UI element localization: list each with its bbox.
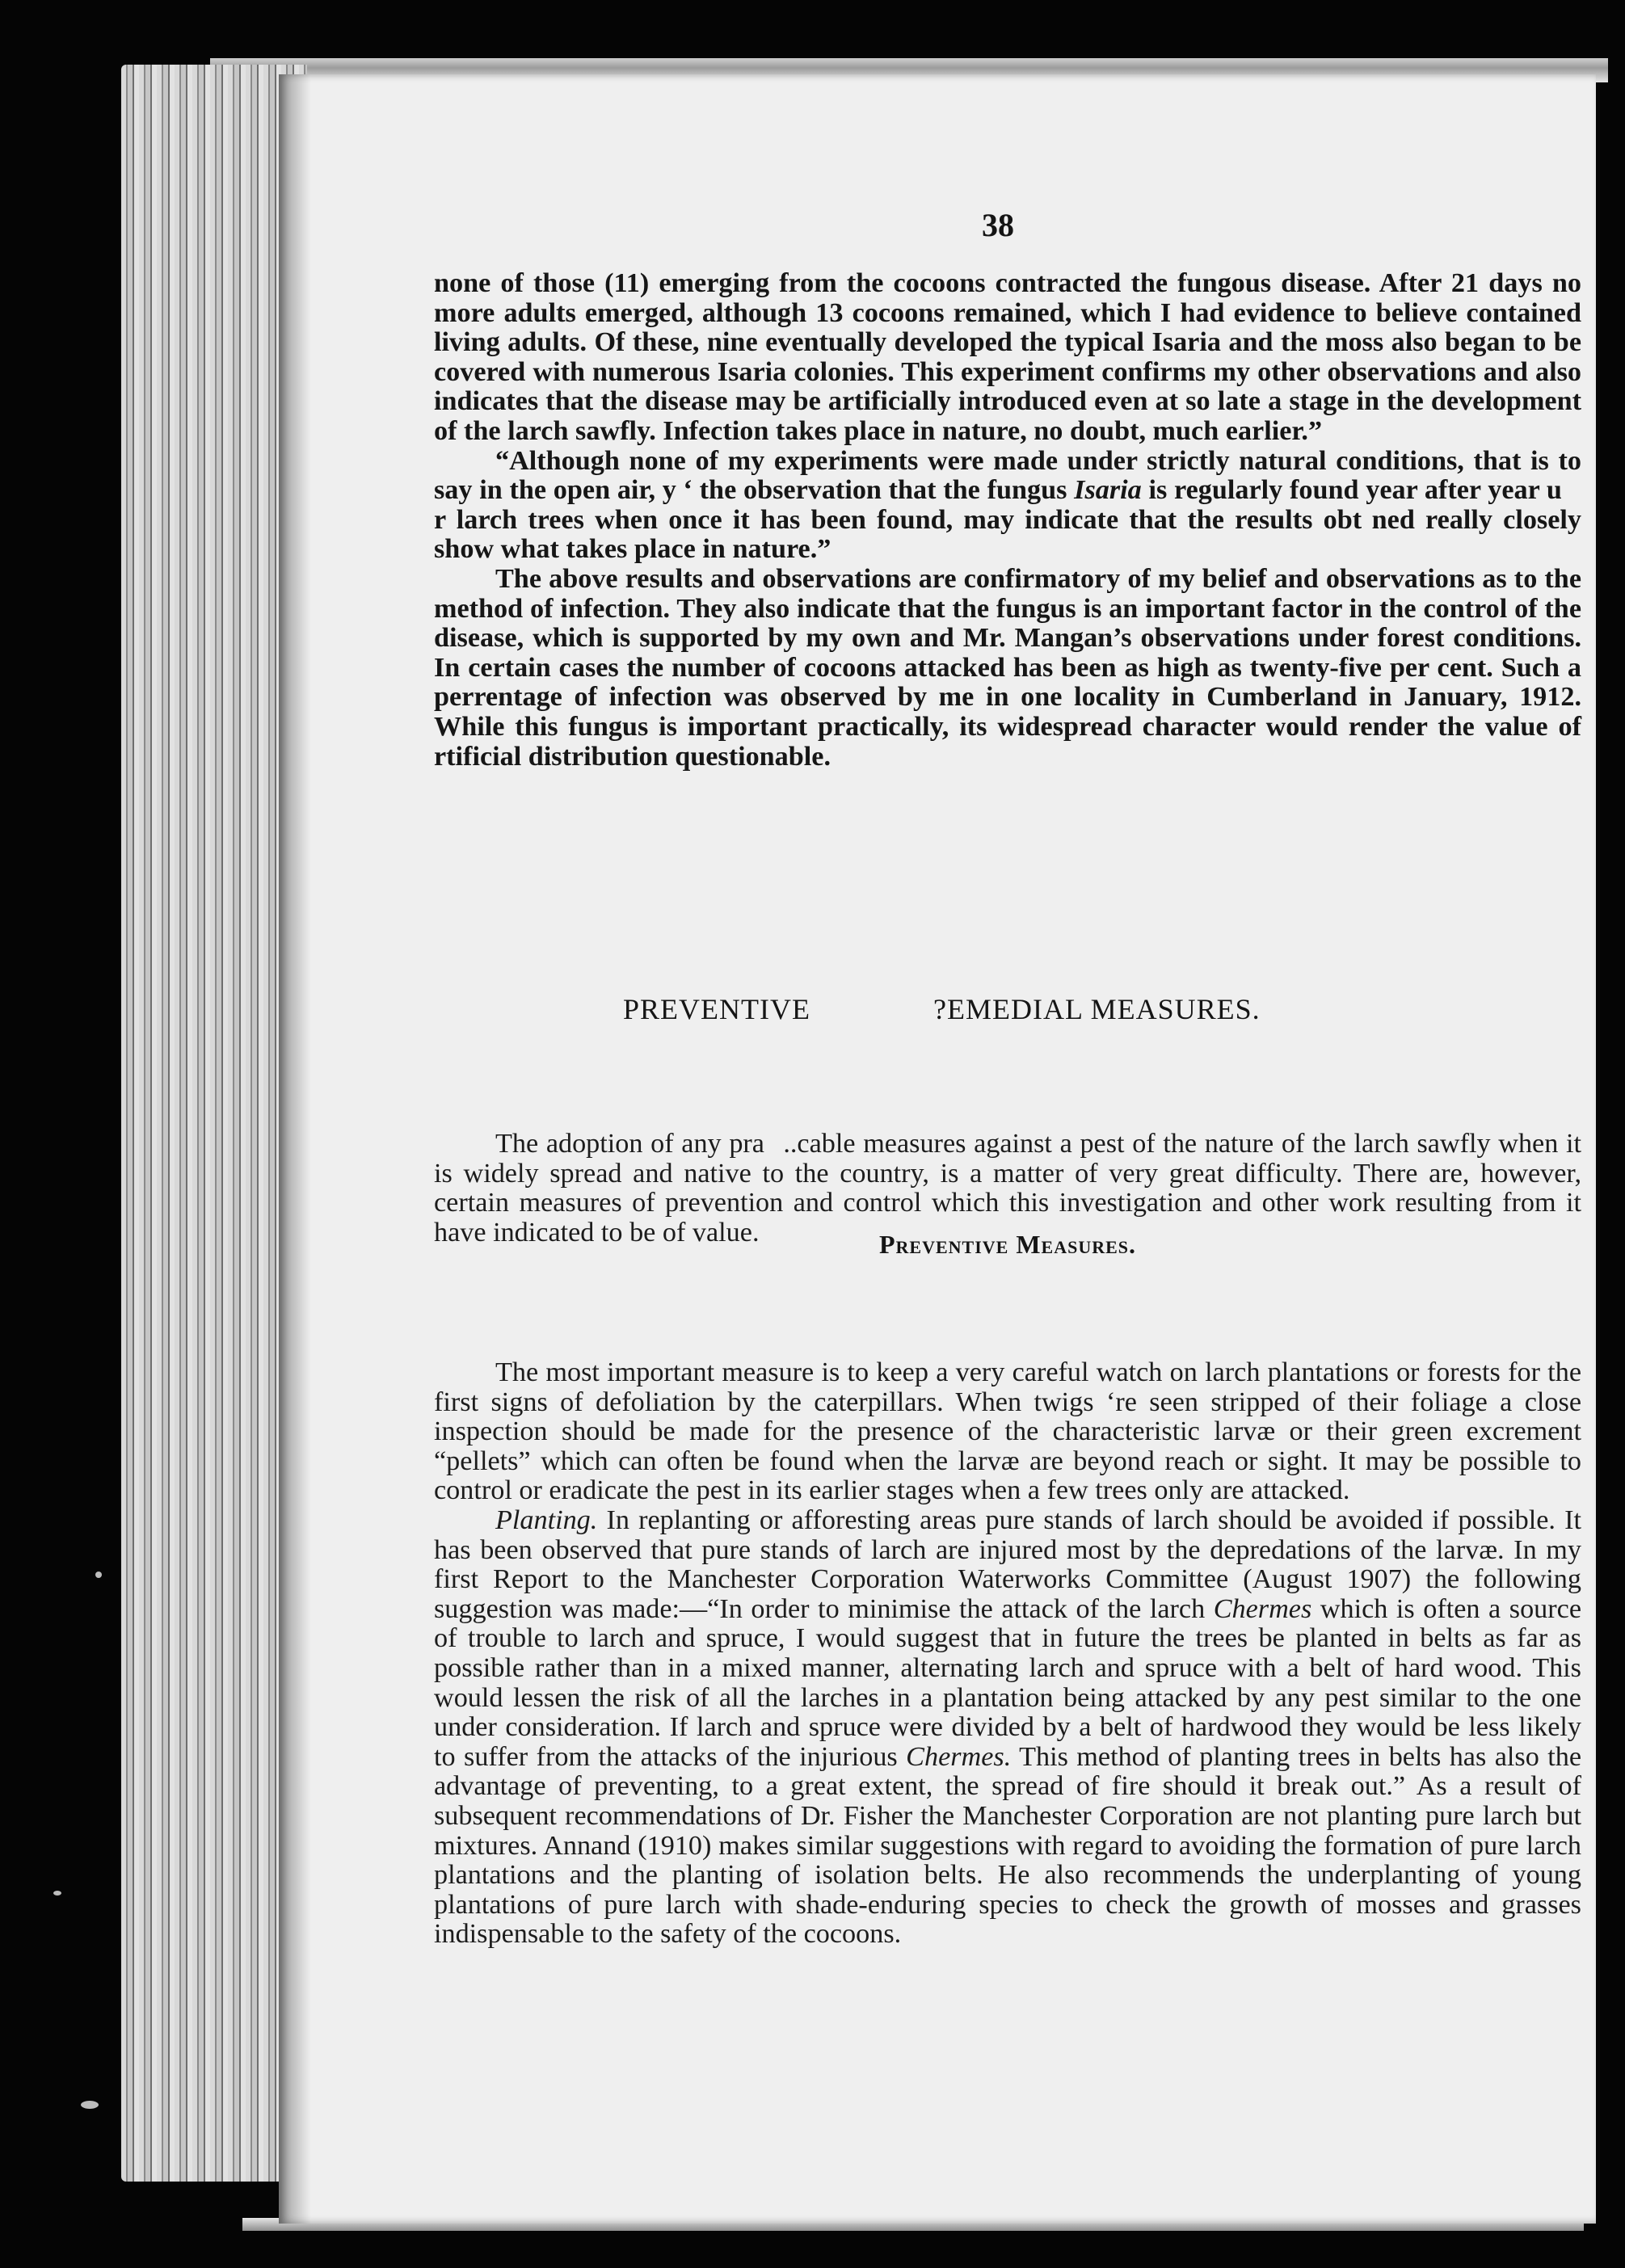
italic-term: Isaria (1074, 475, 1142, 506)
paragraph (434, 447, 1581, 565)
heading-text: ?EMEDIAL MEASURES. (932, 993, 1261, 1025)
paragraph-text: This method of planting trees in belts has also the advantage of preventing, to a great extent, the spread of fire should it break out.” As a result of subsequent recommendations of Dr. Fisher the Manchester Corporation are not planting pure larch but mixtures. Annand (1910) makes similar suggestions with regard to avoiding the formation of pure larch plantations and the planting of isolation belts. He also recommends the underplanting of young plantations of pure larch with shade-enduring species to check the growth of mosses and grasses indispensable to the safety of the cocoons. (434, 1741, 1581, 1950)
scan-speck (95, 1572, 102, 1578)
run-in-heading: Planting. (495, 1504, 598, 1535)
paragraph-text: The most important measure is to keep a very careful watch on larch plantations or forests for the first signs of defoliation by the caterpillars. When twigs ‘re seen stripped of their foliage a close inspection should be made for the presence of the characteristic larvæ or their green excrement “pellets” which can often be found when the larvæ are beyond reach or sight. It may be possible to control or eradicate the pest in its earlier stages when a few trees only are attacked. (434, 1357, 1581, 1506)
page-number: 38 (982, 207, 1014, 243)
gutter-shadow (279, 74, 311, 2224)
scan-speck (81, 2101, 99, 2109)
section-heading (434, 992, 1581, 1026)
paragraph-text: In replanting or afforesting areas pure stands of larch should be avoided if possible. It has been observed that pure stands of larch are injured most by the depredations of the larvæ. In my first Report to the Manchester Corporation Waterworks Committee (August 1907) the following suggestion was made:—“In order to minimise the attack of the larch (434, 1504, 1581, 1624)
paragraph (434, 1358, 1581, 1506)
paragraph-text: “Although none of my experiments were made under strictly natural conditions, that is to say in the open air, y ‘ the observation that the fungus (434, 445, 1581, 506)
text-block-continuation (434, 269, 1581, 772)
subsection-heading: Preventive Measures. (878, 1230, 1137, 1259)
paragraph (434, 1506, 1581, 1950)
paragraph-text: is regularly found year after year u r larch trees when once it has been found, may indicate that the results obt ned really closely show what takes place in nature.” (434, 475, 1582, 565)
text-block-preventive (434, 1358, 1581, 1950)
italic-term: Chermes (1213, 1593, 1312, 1624)
italic-term: Chermes. (906, 1741, 1012, 1772)
scan-speck (53, 1891, 61, 1896)
paragraph-text: which is often a source of trouble to larch and spruce, I would suggest that in future the trees be planted in belts as far as possible rather than in a mixed manner, alternating larch and spruce with a belt of hard wood. This would lessen the risk of all the larches in a plantation being attacked by any pest similar to the one under consideration. If larch and spruce were divided by a belt of hardwood they would be less likely to suffer from the attacks of the injurious (434, 1593, 1581, 1772)
paragraph-text: none of those (11) emerging from the cocoons contracted the fungous disease. After 21 days no more adults emerged, although 13 cocoons remained, which I had evidence to believe contained living adults. Of these, nine eventually developed the typical Isaria and the moss also began to be covered with numerous Isaria colonies. This experiment confirms my other observations and also indicates that the disease may be artificially introduced even at so late a stage in the development of the larch sawfly. Infection takes place in nature, no doubt, much earlier.” (434, 268, 1581, 446)
heading-text: PREVENTIVE (623, 993, 810, 1025)
paragraph-text: The above results and observations are confirmatory of my belief and observations as to the method of infection. They also indicate that the fungus is an important factor in the control of the disease, which is supported by my own and Mr. Mangan’s observations under forest conditions. In certain cases the number of cocoons attacked has been as high as twenty-five per cent. Such a perrentage of infection was observed by me in one locality in Cumberland in January, 1912. While this fungus is important practically, its widespread character would render the value of rtificial distribution questionable. (434, 563, 1581, 772)
paragraph-text: The adoption of any pra ..cable measures against a pest of the nature of the larch sawfly when it is widely spread and native to the country, is a matter of very great difficulty. There are, however, certain measures of prevention and control which this investigation and other work resulting from it have indicated to be of value. (434, 1129, 1581, 1248)
paragraph (434, 565, 1581, 772)
paragraph (434, 269, 1581, 447)
